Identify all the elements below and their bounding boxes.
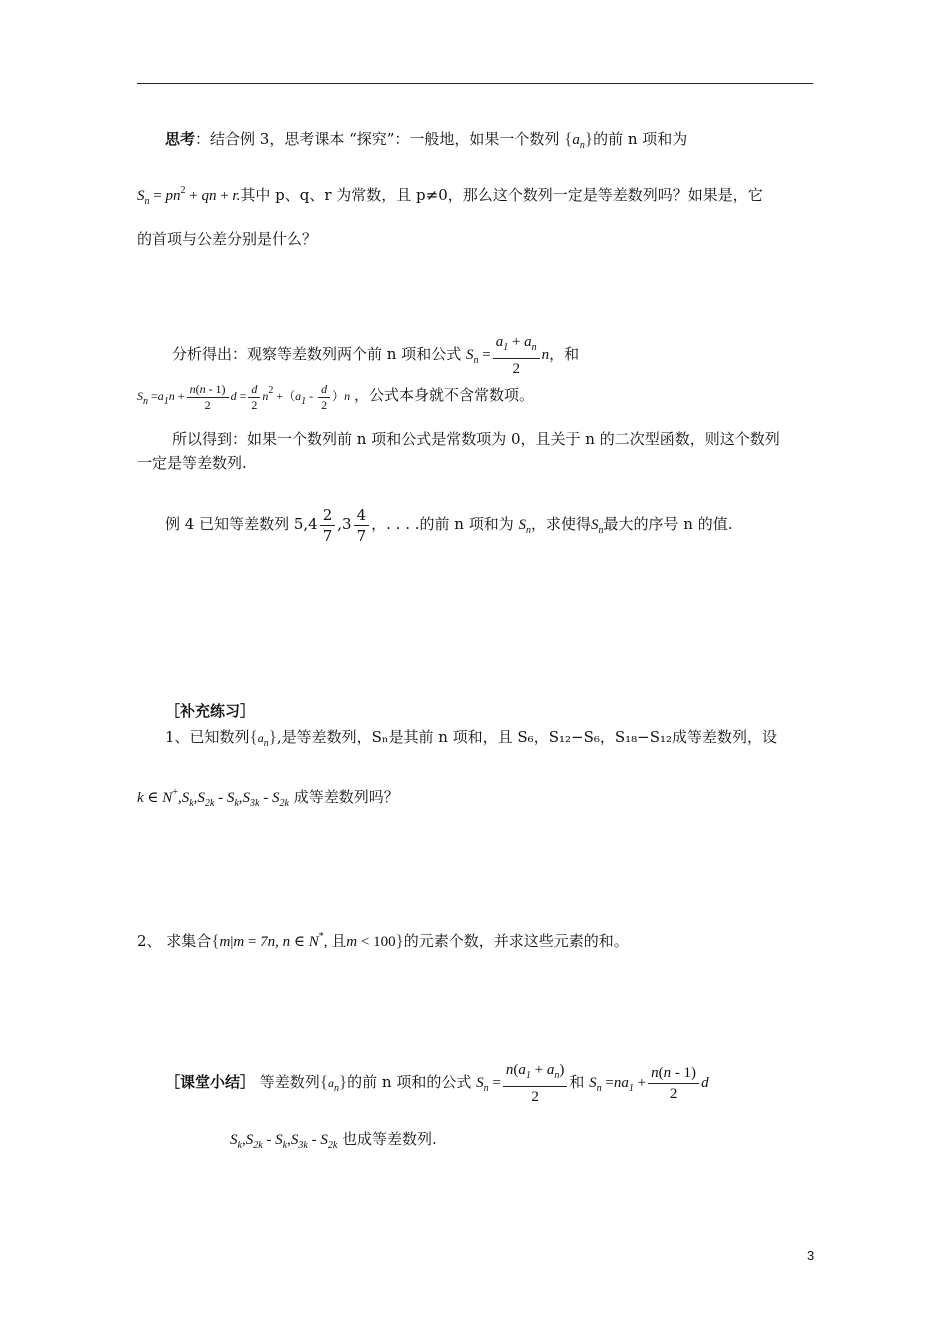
formula-sn-avg: $S_n$ = $\frac{a_1 + a_n}{2}$ n (465, 334, 550, 377)
practice-q2: 2、 求集合{m|m = 7n, n ∈ N*, 且m < 100}的元素个数，并求这些元素的和。 (137, 931, 629, 950)
summary-line-2: $S_k,S_{2k} - S_k,S_{3k} - S_{2k}$ 也成等差数列. (230, 1130, 437, 1151)
think-line-1: 思考：结合例 3，思考课本 “探究”：一般地，如果一个数列 $\{a_n\}$的前 n 项和为 (165, 129, 688, 151)
formula-sn-pq: $S_n = pn^2$ + qn + r. (137, 185, 241, 207)
header-rule (137, 83, 813, 84)
sequence-an: $\{a_n\}$ (564, 129, 594, 151)
analysis-line-4: 一定是等差数列. (137, 454, 247, 472)
think-label: 思考 (165, 130, 196, 148)
practice-q1-line-2: k ∈ $N^+,S_k,S_{2k} - S_k,S_{3k} - S_{2k}$ 成等差数列吗？ (137, 787, 399, 809)
analysis-line-3: 所以得到：如果一个数列前 n 项和公式是常数项为 0，且关于 n 的二次型函数，则这个数列 (172, 430, 780, 448)
set-expression: {m|m = 7n, n ∈ N*, 且m < 100} (211, 931, 404, 950)
page-number: 3 (807, 1248, 815, 1263)
think-line-2: $S_n = pn^2$ + qn + r.其中 p、q、r 为常数，且 p≠0，那么这个数列一定是等差数列吗？如果是，它 (137, 185, 763, 207)
practice-title: ［补充练习］ (165, 702, 256, 720)
summary-line-1: ［课堂小结］ 等差数列$\{a_n\}$的前 n 项和的公式 $S_n$ = $\frac{n(a_1 + a_n)}{2}$ 和 $S_n =na_1$ + $\frac{n(n - 1)}{2}$ d (165, 1062, 709, 1106)
formula-sk-segments: k ∈ $N^+,S_k,S_{2k} - S_k,S_{3k} - S_{2k}$ (137, 787, 289, 809)
think-line-3: 的首项与公差分别是什么？ (137, 230, 318, 248)
summary-title: ［课堂小结］ (165, 1073, 256, 1091)
example-4: 例 4 已知等差数列 5,4 $\frac{2}{7}$ ,3 $\frac{4}{7}$ ，. . . .的前 n 项和为 $S_n$，求使得$S_n$最大的序号 n 的值. (165, 505, 733, 545)
formula-sn-expand: $S_n =a_1n$ + $\frac{n(n - 1)}{2}$ d = $\frac{d}{2}$ $n^2 +(a_1$ - $\frac{d}{2}$ ）n (137, 381, 351, 412)
practice-q1-line-1: 1、已知数列$\{a_n\}$,是等差数列，Sₙ是其前 n 项和，且 S₆，S₁₂−S₆，S₁₈−S₁₂成等差数列，设 (165, 727, 778, 749)
sequence-terms: 5,4 $\frac{2}{7}$ ,3 $\frac{4}{7}$ (294, 515, 371, 533)
analysis-line-2: $S_n =a_1n$ + $\frac{n(n - 1)}{2}$ d = $\frac{d}{2}$ $n^2 +(a_1$ - $\frac{d}{2}$ ）n ，公式本身就不含常数项。 (137, 381, 534, 412)
formula-sn-na1: $S_n =na_1$ + $\frac{n(n - 1)}{2}$ d (589, 1065, 709, 1103)
analysis-line-1: 分析得出：观察等差数列两个前 n 项和公式 $S_n$ = $\frac{a_1 + a_n}{2}$ n，和 (172, 334, 580, 377)
formula-sn-sum: $S_n$ = $\frac{n(a_1 + a_n)}{2}$ (476, 1075, 569, 1091)
